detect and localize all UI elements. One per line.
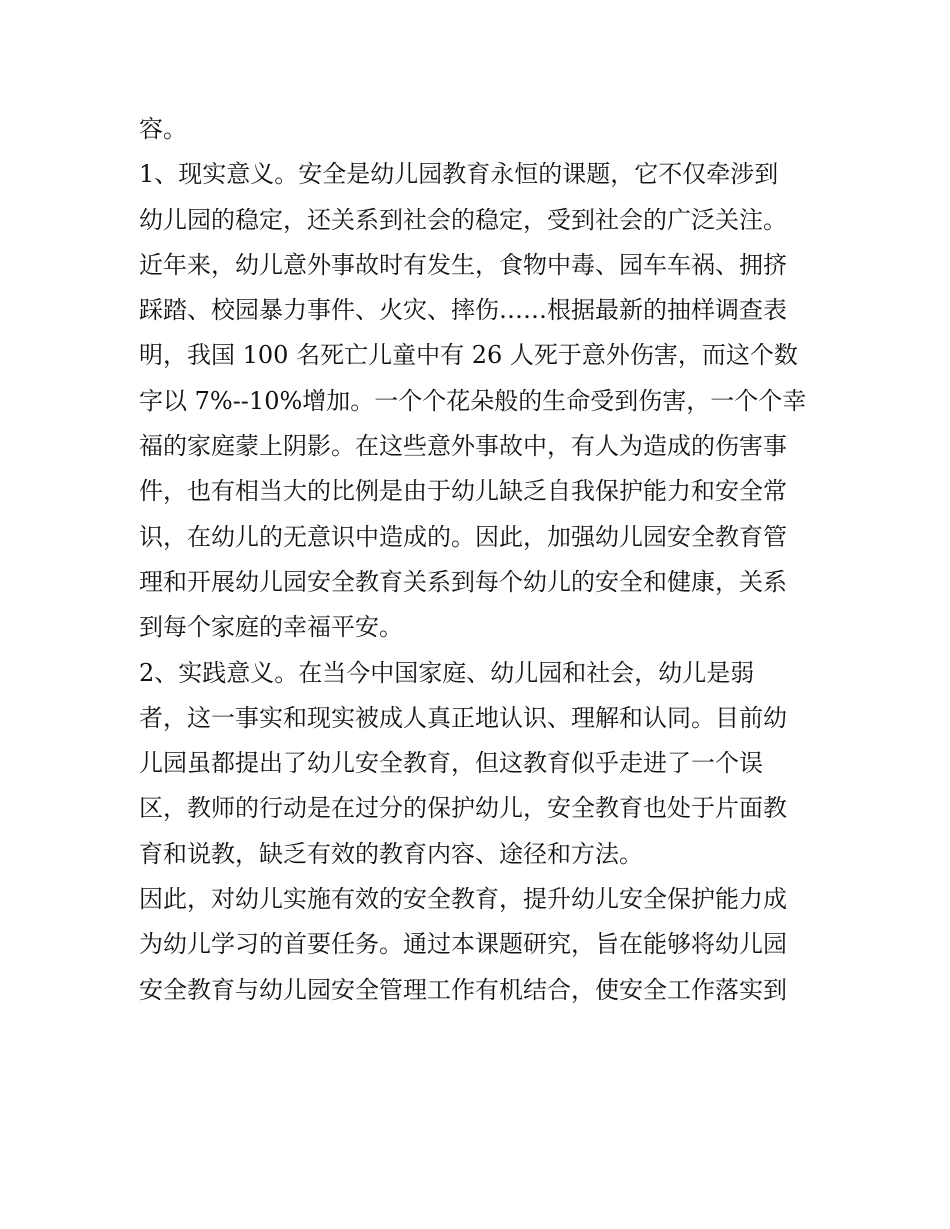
text-line: 件，也有相当大的比例是由于幼儿缺乏自我保护能力和安全常: [139, 477, 787, 506]
text-line: 儿园虽都提出了幼儿安全教育，但这教育似乎走进了一个误: [139, 749, 763, 778]
text-line: 容。: [139, 115, 187, 143]
text-line: 2、实践意义。在当今中国家庭、幼儿园和社会，幼儿是弱: [139, 658, 755, 687]
text-line: 明，我国 100 名死亡儿童中有 26 人死于意外伤害，而这个数: [139, 341, 798, 370]
text-line: 因此，对幼儿实施有效的安全教育，提升幼儿安全保护能力成: [139, 885, 787, 914]
text-line: 识，在幼儿的无意识中造成的。因此，加强幼儿园安全教育管: [139, 522, 787, 551]
text-line: 字以 7%--10%增加。一个个花朵般的生命受到伤害，一个个幸: [139, 386, 807, 415]
text-line: 近年来，幼儿意外事故时有发生，食物中毒、园车车祸、拥挤: [139, 250, 787, 279]
text-line: 育和说教，缺乏有效的教育内容、途径和方法。: [139, 839, 643, 868]
document-body: [139, 107, 839, 1013]
text-line: 踩踏、校园暴力事件、火灾、摔伤……根据最新的抽样调查表: [139, 296, 787, 325]
text-line: 理和开展幼儿园安全教育关系到每个幼儿的安全和健康，关系: [139, 567, 787, 596]
text-line: 1、现实意义。安全是幼儿园教育永恒的课题，它不仅牵涉到: [139, 160, 779, 189]
text-line: 区，教师的行动是在过分的保护幼儿，安全教育也处于片面教: [139, 794, 787, 823]
text-line: 到每个家庭的幸福平安。: [139, 613, 403, 642]
text-line: 者，这一事实和现实被成人真正地认识、理解和认同。目前幼: [139, 703, 787, 732]
text-line: 福的家庭蒙上阴影。在这些意外事故中，有人为造成的伤害事: [139, 432, 787, 461]
text-line: 幼儿园的稳定，还关系到社会的稳定，受到社会的广泛关注。: [139, 205, 787, 234]
text-line: 为幼儿学习的首要任务。通过本课题研究，旨在能够将幼儿园: [139, 930, 787, 959]
text-line: 安全教育与幼儿园安全管理工作有机结合，使安全工作落实到: [139, 975, 787, 1004]
